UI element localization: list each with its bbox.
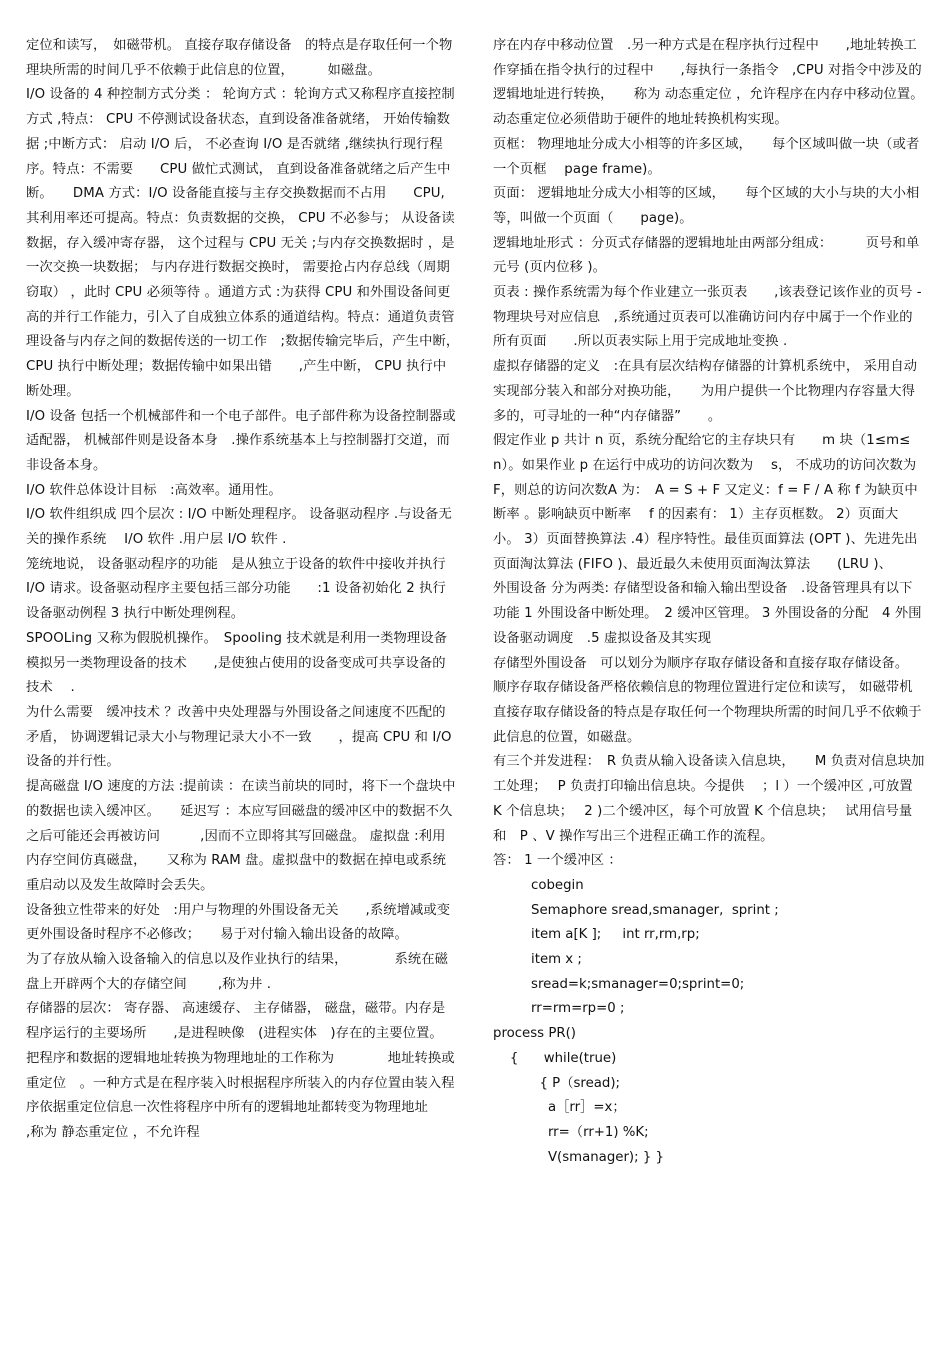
code-line: { P（sread); bbox=[493, 1075, 621, 1091]
paragraph: 假定作业 p 共计 n 页，系统分配给它的主存块只有 m 块（1≤m≤n）。如果作业 p 在运行中成功的访问次数为 s， 不成功的访问次数为 F，则总的访问次数A 为： A = S + F 又定义：f = F / A 称 f 为缺页中断率 。影响缺页中断率 f 的因素有： 1）主存页框数。 2）页面大小。 3）页面替换算法 .4）程序特性。最佳页面算法 (OPT )、先进先出页面淘汰算法 (FIFO )、最近最久未使用页面淘汰算法 (LRU )、 bbox=[493, 433, 930, 572]
code-line: Semaphore sread,smanager, sprint ; bbox=[493, 902, 779, 918]
paragraph: SPOOLing 又称为假脱机操作。 Spooling 技术就是利用一类物理设备模拟另一类物理设备的技术 ,是使独占使用的设备变成可共享设备的技术 . bbox=[26, 630, 448, 696]
code-line: { while(true) bbox=[493, 1050, 617, 1066]
right-column bbox=[493, 34, 930, 1170]
paragraph: 把程序和数据的逻辑地址转换为物理地址的工作称为 地址转换或重定位 。一种方式是在程序装入时根据程序所装入的内存位置由装入程序依据重定位信息一次性将程序中所有的逻辑地址都转变为物理地址 ,称为 静态重定位 ，不允许程 bbox=[26, 1050, 455, 1140]
paragraph: 有三个并发进程： R 负责从输入设备读入信息块， M 负责对信息块加工处理； P 负责打印输出信息块。今提供 ；l ）一个缓冲区 ,可放置 K 个信息块； 2 )二个缓冲区，每个可放置 K 个信息块； 试用信号量和 P 、V 操作写出三个进程正确工作的流程。 bbox=[493, 754, 927, 844]
answer-heading: 答： 1 一个缓冲区 ： bbox=[493, 853, 622, 869]
paragraph: 页面： 逻辑地址分成大小相等的区域， 每个区域的大小与块的大小相等，叫做一个页面（ page)。 bbox=[493, 186, 920, 226]
code-line: process PR() bbox=[493, 1026, 576, 1042]
code-line: rr=rm=rp=0 ; bbox=[493, 1001, 625, 1017]
paragraph: I/O 设备 包括一个机械部件和一个电子部件。电子部件称为设备控制器或适配器， 机械部件则是设备本身 .操作系统基本上与控制器打交道，而非设备本身。 bbox=[26, 408, 456, 473]
code-line: item a[K ]; int rr,rm,rp; bbox=[493, 927, 700, 943]
paragraph: 页框： 物理地址分成大小相等的许多区域， 每个区域叫做一块（或者一个页框 page frame)。 bbox=[493, 136, 920, 177]
code-line: rr=（rr+1) %K; bbox=[493, 1124, 649, 1140]
paragraph: 存储器的层次： 寄存器、 高速缓存、 主存储器， 磁盘，磁带。内存是程序运行的主要场所 ,是进程映像 (进程实体 )存在的主要位置。 bbox=[26, 1001, 446, 1042]
paragraph: 页表 : 操作系统需为每个作业建立一张页表 ,该表登记该作业的页号 -物理块号对应信息 ,系统通过页表可以准确访问内存中属于一个作业的所有页面 .所以页表实际上用于完成地址变换 . bbox=[493, 285, 922, 350]
paragraph: 外围设备 分为两类: 存储型设备和输入输出型设备 .设备管理具有以下 功能 1 外围设备中断处理。 2 缓冲区管理。 3 外围设备的分配 4 外围设备驱动调度 .5 虚拟设备及其实现 bbox=[493, 581, 922, 646]
paragraph: 存储型外围设备 可以划分为顺序存取存储设备和直接存取存储设备。 顺序存取存储设备严格依赖信息的物理位置进行定位和读写， 如磁带机直接存取存储设备的特点是存取任何一个物理块所需的时间几乎不依赖于此信息的位置，如磁盘。 bbox=[493, 655, 922, 745]
paragraph: I/O 软件总体设计目标 :高效率。通用性。 bbox=[26, 482, 282, 498]
code-line: sread=k;smanager=0;sprint=0; bbox=[493, 976, 745, 992]
code-line: cobegin bbox=[493, 877, 584, 893]
code-line: item x ; bbox=[493, 952, 582, 968]
paragraph: 序在内存中移动位置 .另一种方式是在程序执行过程中 ,地址转换工作穿插在指令执行的过程中 ,每执行一条指令 ,CPU 对指令中涉及的逻辑地址进行转换， 称为 动态重定位 ，允许程序在内存中移动位置。 动态重定位必须借助于硬件的地址转换机构实现。 bbox=[493, 38, 929, 128]
paragraph: 笼统地说， 设备驱动程序的功能 是从独立于设备的软件中接收并执行 I/O 请求。设备驱动程序主要包括三部分功能 :1 设备初始化 2 执行设备驱动例程 3 执行中断处理例程。 bbox=[26, 556, 460, 622]
paragraph: 为什么需要 缓冲技术 ？改善中央处理器与外围设备之间速度不匹配的矛盾， 协调逻辑记录大小与物理记录大小不一致 ，提高 CPU 和 I/O 设备的并行性。 bbox=[26, 704, 456, 770]
code-line: V(smanager); } } bbox=[493, 1149, 664, 1165]
code-line: a［rr］=x； bbox=[493, 1100, 626, 1116]
paragraph: I/O 软件组织成 四个层次 : I/O 中断处理程序。 设备驱动程序 .与设备无关的操作系统 I/O 软件 .用户层 I/O 软件 . bbox=[26, 507, 452, 548]
code-block bbox=[493, 874, 925, 1170]
paragraph: 定位和读写， 如磁带机。 直接存取存储设备 的特点是存取任何一个物理块所需的时间几乎不依赖于此信息的位置， 如磁盘。 bbox=[26, 38, 453, 78]
paragraph: 为了存放从输入设备输入的信息以及作业执行的结果， 系统在磁盘上开辟两个大的存储空间 ,称为井 . bbox=[26, 952, 449, 992]
left-column bbox=[26, 34, 480, 1146]
paragraph: 设备独立性带来的好处 :用户与物理的外围设备无关 ,系统增减或变更外围设备时程序不必修改； 易于对付输入输出设备的故障。 bbox=[26, 902, 451, 943]
paragraph: 提高磁盘 I/O 速度的方法 :提前读 ：在读当前块的同时，将下一个盘块中的数据也读入缓冲区。 延迟写 ：本应写回磁盘的缓冲区中的数据不久之后可能还会再被访问 ,因而不立即将其写回磁盘。 虚拟盘 :利用内存空间仿真磁盘， 又称为 RAM 盘。虚拟盘中的数据在掉电或系统重启动以及发生故障时会丢失。 bbox=[26, 779, 456, 893]
paragraph: 逻辑地址形式 ：分页式存储器的逻辑地址由两部分组成： 页号和单元号 (页内位移 )。 bbox=[493, 235, 920, 276]
paragraph: 虚拟存储器的定义 :在具有层次结构存储器的计算机系统中， 采用自动实现部分装入和部分对换功能， 为用户提供一个比物理内存容量大得多的，可寻址的一种“内存储器” 。 bbox=[493, 359, 918, 424]
paragraph: I/O 设备的 4 种控制方式分类 ： 轮询方式 ：轮询方式又称程序直接控制方式 ,特点： CPU 不停测试设备状态，直到设备准备就绪， 开始传输数据 ;中断方式： 启动 I/O 后， 不必查询 I/O 是否就绪 ,继续执行现行程序。特点：不需要 CPU 做忙式测试， 直到设备准备就绪之后产生中断。 DMA 方式：I/O 设备能直接与主存交换数据而不占用 CPU,其利用率还可提高。特点：负责数据的交换， CPU 不必参与； 从设备读数据，存入缓冲寄存器， 这个过程与 CPU 无关 ;与内存交换数据时 ，是一次交换一块数据； 与内存进行数据交换时， 需要抢占内存总线（周期窃取） ，此时 CPU 必须等待 。通道方式 :为获得 CPU 和外围设备间更高的并行工作能力，引入了自成独立体系的通道结构。特点：通道负责管理设备与内存之间的数据传送的一切工作 ;数据传输完毕后，产生中断， CPU 执行中断处理；数据传输中如果出错 ,产生中断， CPU 执行中断处理。 bbox=[26, 87, 480, 399]
